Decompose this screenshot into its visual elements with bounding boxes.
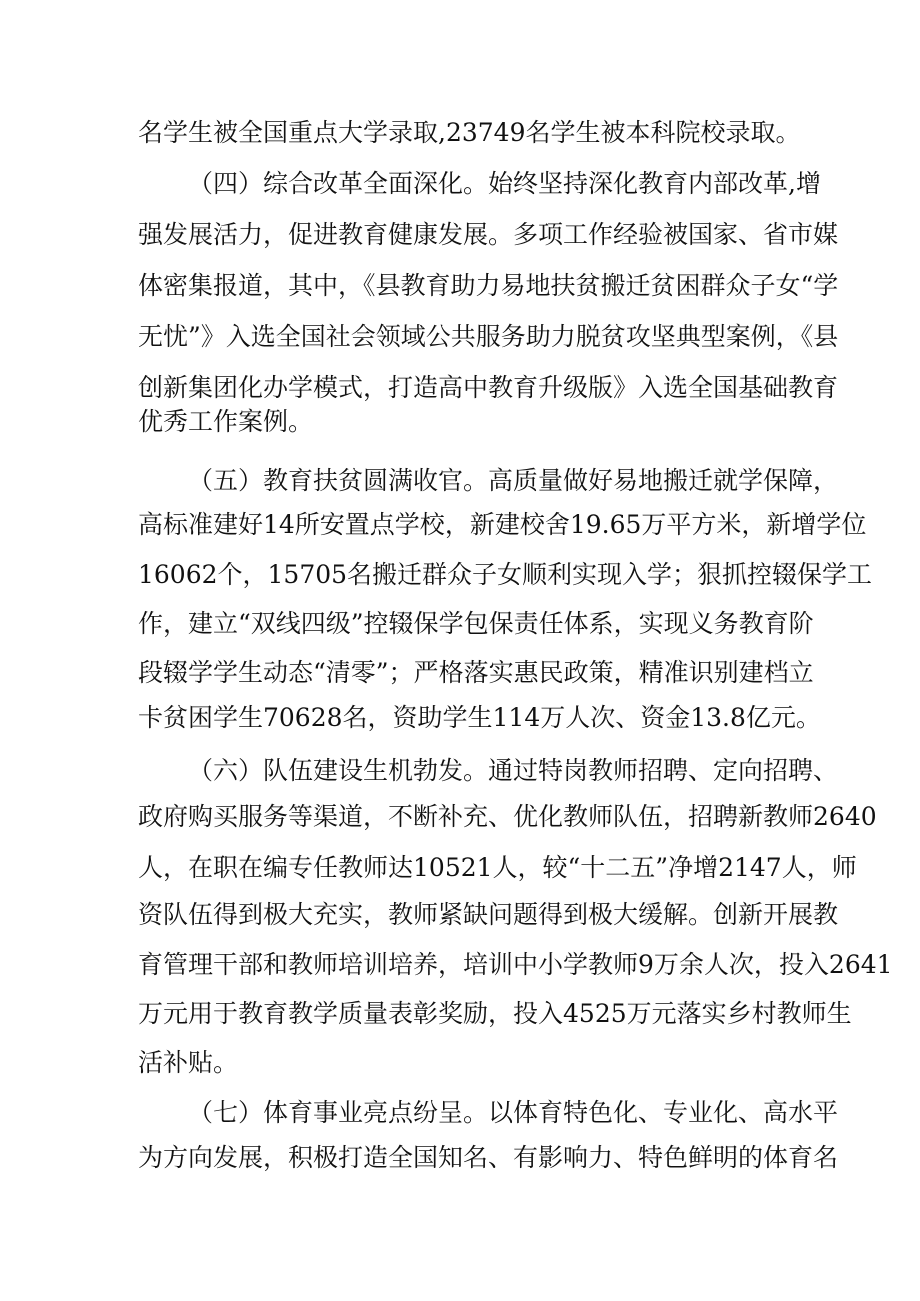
text-line: 高标准建好14所安置点学校，新建校舍19.65万平方米，新增学位 bbox=[138, 510, 867, 539]
text-line: 作，建立“双线四级”控辍保学包保责任体系，实现义务教育阶 bbox=[138, 609, 814, 638]
text-line: 万元用于教育教学质量表彰奖励，投入4525万元落实乡村教师生 bbox=[138, 999, 852, 1028]
text-line: 无忧”》入选全国社会领域公共服务助力脱贫攻坚典型案例，《县 bbox=[138, 322, 839, 351]
text-line: 活补贴。 bbox=[138, 1048, 239, 1077]
text-line: 为方向发展，积极打造全国知名、有影响力、特色鲜明的体育名 bbox=[138, 1143, 839, 1172]
text-line: 人，在职在编专任教师达10521人，较“十二五”净增2147人，师 bbox=[138, 853, 857, 882]
text-line: 名学生被全国重点大学录取,23749名学生被本科院校录取。 bbox=[138, 118, 801, 147]
text-line: 段辍学学生动态“清零”；严格落实惠民政策，精准识别建档立 bbox=[138, 658, 814, 687]
text-line: 资队伍得到极大充实，教师紧缺问题得到极大缓解。创新开展教 bbox=[138, 900, 839, 929]
text-line: 卡贫困学生70628名，资助学生114万人次、资金13.8亿元。 bbox=[138, 703, 821, 732]
paragraph-six-start: （六）队伍建设生机勃发。通过特岗教师招聘、定向招聘、 bbox=[188, 756, 839, 785]
text-line: 16062个，15705名搬迁群众子女顺利实现入学；狠抓控辍保学工 bbox=[138, 560, 873, 589]
text-line: 育管理干部和教师培训培养，培训中小学教师9万余人次，投入2641 bbox=[138, 950, 893, 979]
text-line: 体密集报道，其中，《县教育助力易地扶贫搬迁贫困群众子女“学 bbox=[138, 271, 839, 300]
paragraph-seven-start: （七）体育事业亮点纷呈。以体育特色化、专业化、高水平 bbox=[188, 1098, 839, 1127]
paragraph-four-start: （四）综合改革全面深化。始终坚持深化教育内部改革,增 bbox=[188, 169, 821, 198]
text-line: 优秀工作案例。 bbox=[138, 407, 314, 436]
text-line: 创新集团化办学模式，打造高中教育升级版》入选全国基础教育 bbox=[138, 373, 839, 402]
paragraph-five-start: （五）教育扶贫圆满收官。高质量做好易地搬迁就学保障， bbox=[188, 466, 839, 495]
text-line: 强发展活力，促进教育健康发展。多项工作经验被国家、省市媒 bbox=[138, 220, 839, 249]
text-line: 政府购买服务等渠道，不断补充、优化教师队伍，招聘新教师2640 bbox=[138, 802, 877, 831]
